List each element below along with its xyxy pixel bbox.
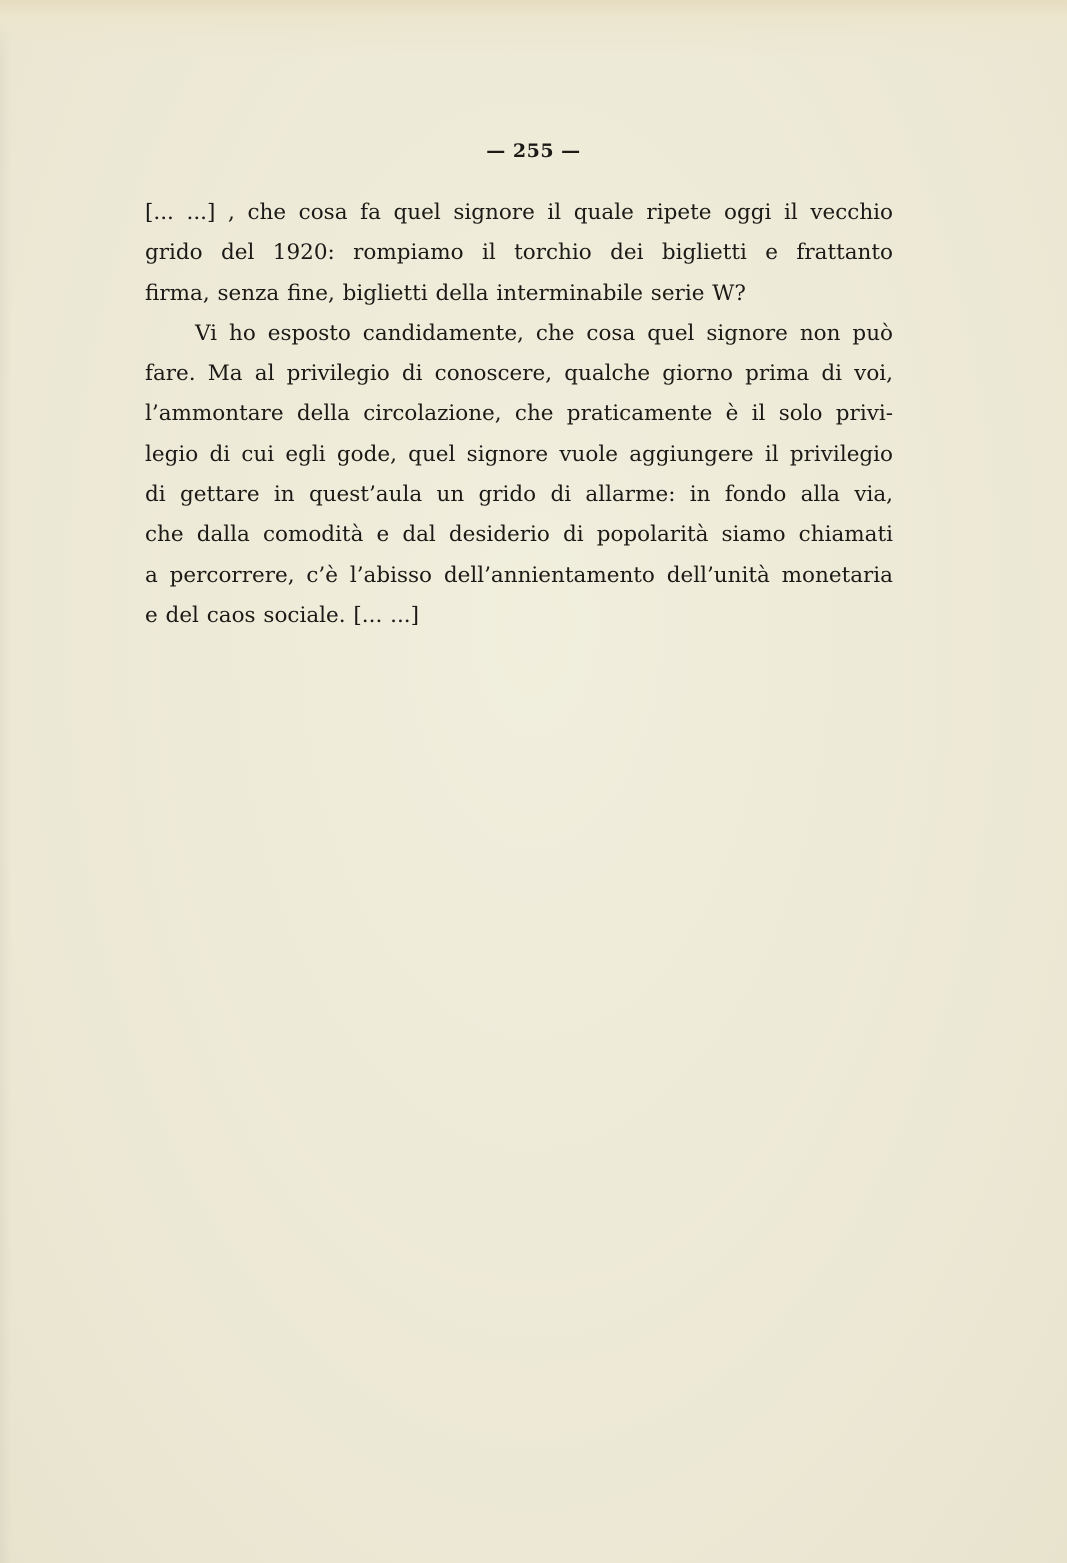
page-number: — 255 —	[486, 140, 581, 162]
text-line: Vi ho esposto candidamente, che cosa quel signore non può	[195, 320, 893, 346]
text-line: fare. Ma al privilegio di conoscere, qualche giorno prima di voi,	[145, 361, 893, 387]
paragraph-2	[145, 314, 893, 636]
text-line: che dalla comodità e dal desiderio di popolarità siamo chiamati	[145, 522, 893, 548]
text-line: di gettare in quest’aula un grido di allarme: in fondo alla via,	[145, 482, 893, 508]
text-line: l’ammontare della circolazione, che praticamente è il solo privi-	[145, 401, 893, 427]
body-text	[145, 193, 893, 636]
text-line: firma, senza fine, biglietti della interminabile serie W?	[145, 280, 746, 306]
text-line: e del caos sociale. [... ...]	[145, 602, 420, 628]
paragraph-1	[145, 193, 893, 314]
text-line: a percorrere, c’è l’abisso dell’annientamento dell’unità monetaria	[145, 562, 893, 588]
text-line: legio di cui egli gode, quel signore vuole aggiungere il privilegio	[145, 441, 893, 467]
text-line: [... ...] , che cosa fa quel signore il quale ripete oggi il vecchio	[145, 200, 893, 225]
text-line: grido del 1920: rompiamo il torchio dei biglietti e frattanto	[145, 240, 893, 266]
